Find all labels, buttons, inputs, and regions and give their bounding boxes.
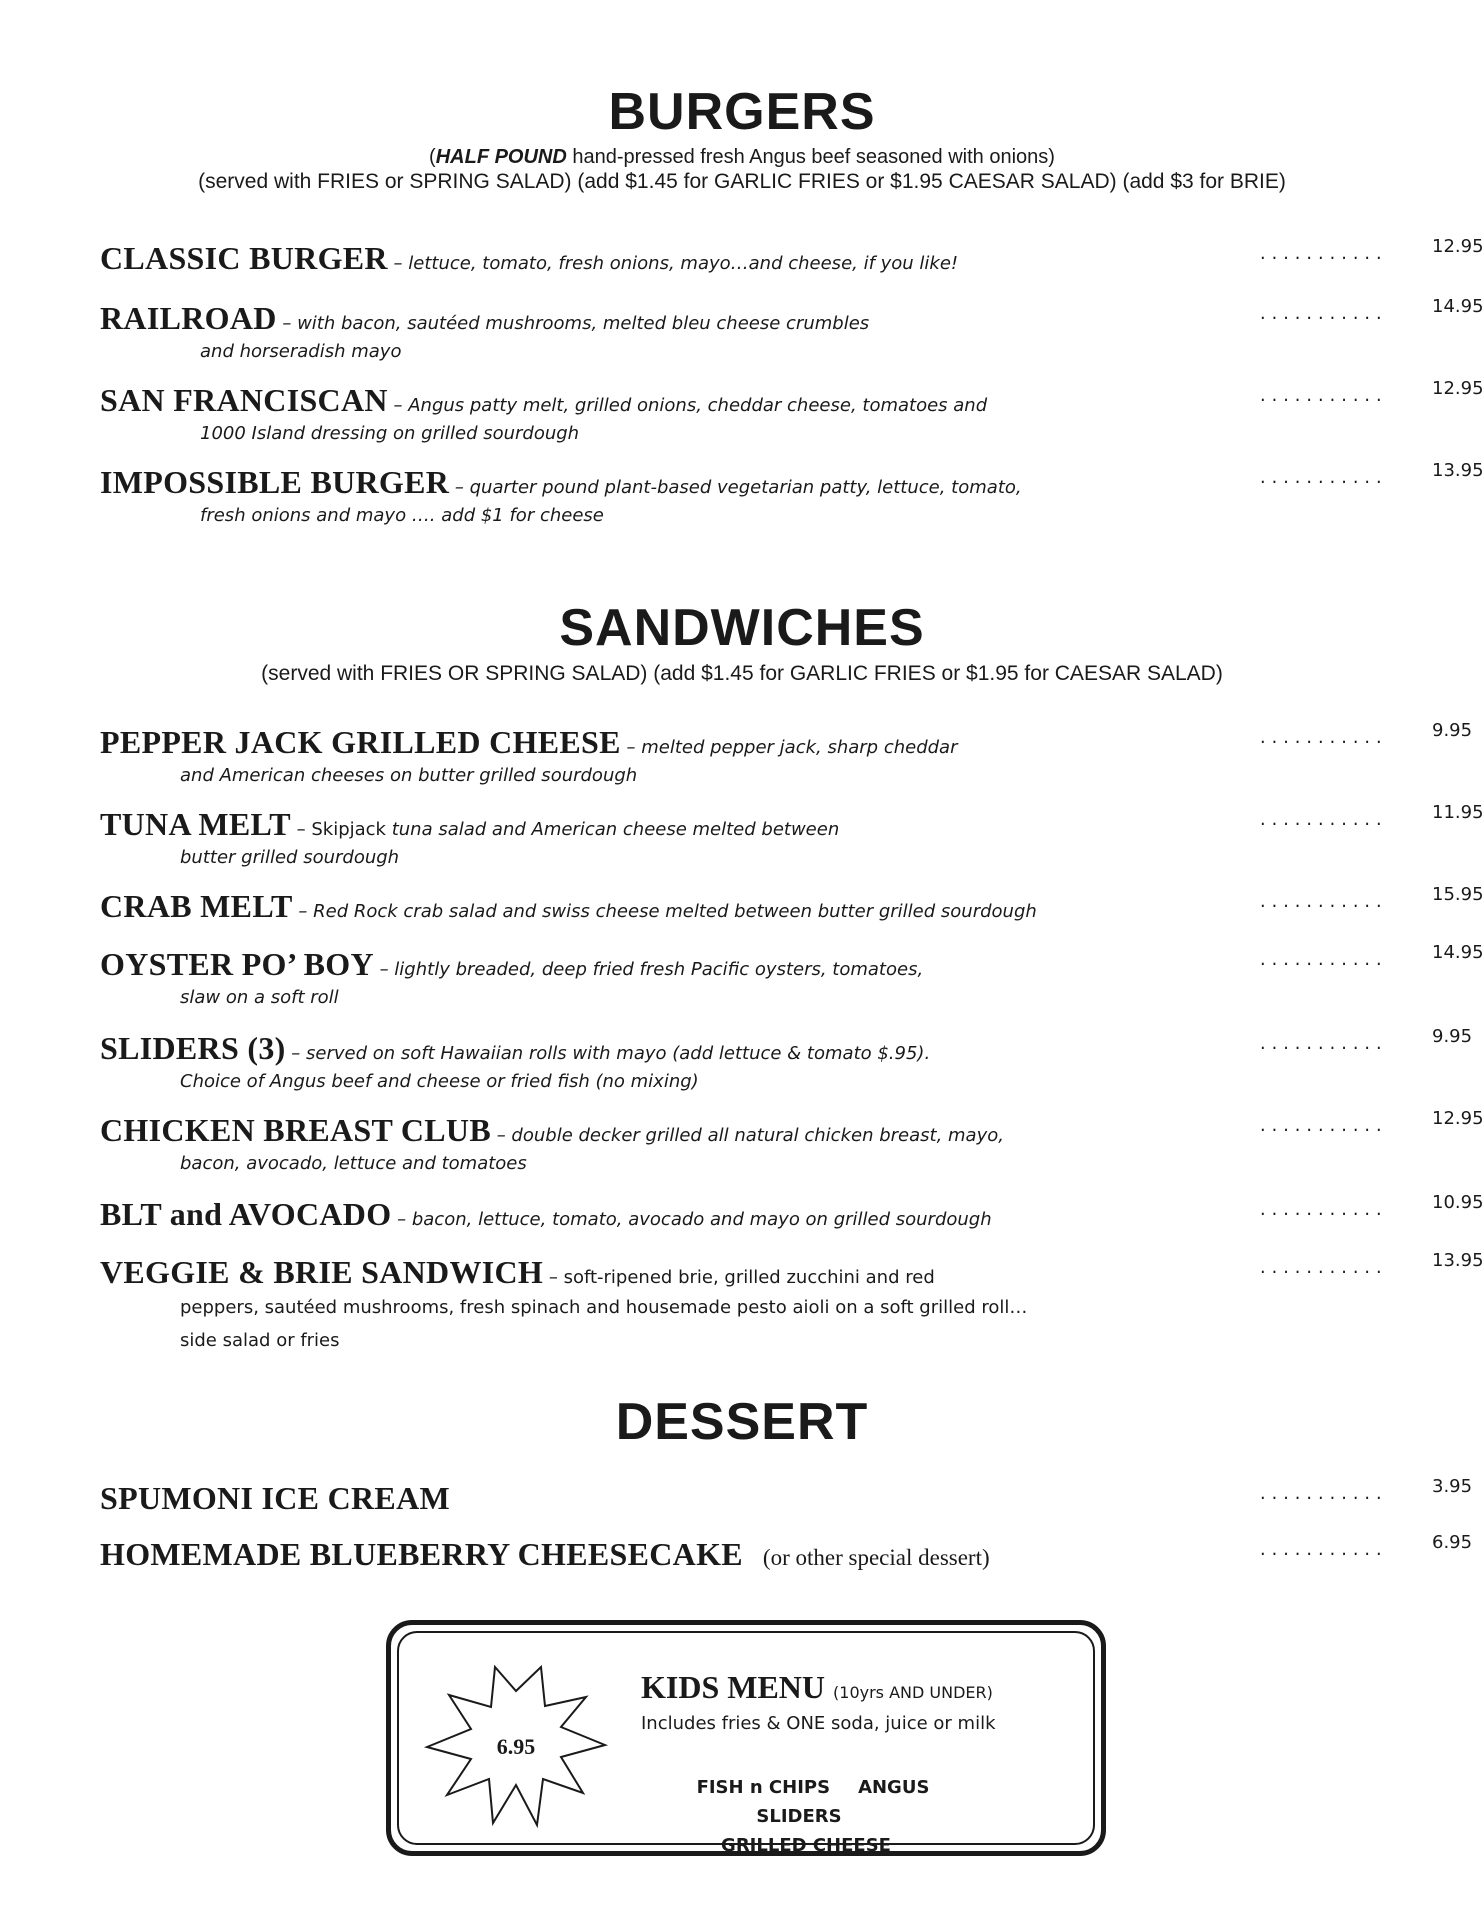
item-description-continued: slaw on a soft roll [180, 987, 339, 1008]
item-price: 13.95 [1432, 460, 1484, 481]
leader-dots: ........... [1258, 388, 1386, 406]
item-description: – melted pepper jack, sharp cheddar [620, 737, 958, 758]
item-description: tuna salad and American cheese melted between [385, 819, 840, 840]
item-description: – Red Rock crab salad and swiss cheese melted between butter grilled sourdough [292, 901, 1037, 922]
item-name: CLASSIC BURGER [100, 240, 388, 276]
item-name: SAN FRANCISCAN [100, 382, 388, 418]
kids-age-limit: (10yrs AND UNDER) [833, 1683, 993, 1702]
item-price: 6.95 [1432, 1532, 1473, 1553]
item-name: SPUMONI ICE CREAM [100, 1480, 450, 1516]
leader-dots: ........... [1258, 1486, 1386, 1504]
sandwiches-title: SANDWICHES [559, 599, 925, 657]
kids-option: GRILLED CHEESE [721, 1835, 891, 1856]
menu-item [100, 720, 1473, 786]
leader-dots: ........... [1258, 1036, 1386, 1054]
item-price: 12.95 [1432, 378, 1484, 399]
burgers-sides-note: (served with FRIES or SPRING SALAD) (add $1.45 for GARLIC FRIES or $1.95 CAESAR SALAD) (add $3 for BRIE) [198, 170, 1286, 193]
leader-dots: ........... [1258, 894, 1386, 912]
menu-item [100, 884, 1484, 925]
item-name: CRAB MELT [100, 888, 293, 924]
kids-price: 6.95 [496, 1734, 536, 1759]
kids-menu-title [641, 1669, 993, 1706]
item-price: 10.95 [1432, 1192, 1484, 1213]
kids-option: ANGUS SLIDERS [756, 1777, 930, 1827]
leader-dots: ........... [1258, 1260, 1386, 1278]
menu-item [100, 1108, 1484, 1174]
burgers-title: BURGERS [608, 83, 876, 141]
item-name: TUNA MELT [100, 806, 291, 842]
leader-dots: ........... [1258, 1118, 1386, 1136]
menu-item [100, 1532, 1473, 1573]
item-description: – double decker grilled all natural chicken breast, mayo, [490, 1125, 1004, 1146]
menu-item [100, 1476, 1473, 1517]
menu-item [100, 296, 1484, 362]
item-price: 9.95 [1432, 1026, 1473, 1047]
menu-item [100, 942, 1484, 1008]
kids-option: FISH n CHIPS [696, 1777, 831, 1798]
item-name: CHICKEN BREAST CLUB [100, 1112, 491, 1148]
leader-dots: ........... [1258, 1202, 1386, 1220]
item-price: 12.95 [1432, 236, 1484, 257]
item-description-continued: 1000 Island dressing on grilled sourdough [200, 423, 580, 444]
leader-dots: ........... [1258, 812, 1386, 830]
menu-item [100, 1192, 1484, 1233]
kids-options [641, 1773, 971, 1860]
starburst-icon [421, 1661, 611, 1831]
menu-item [100, 460, 1484, 526]
item-description: – with bacon, sautéed mushrooms, melted bleu cheese crumbles [276, 313, 870, 334]
menu-item [100, 378, 1484, 444]
dessert-title: DESSERT [615, 1393, 869, 1451]
item-description: – served on soft Hawaiian rolls with mayo (add lettuce & tomato $.95). [285, 1043, 931, 1064]
leader-dots: ........... [1258, 952, 1386, 970]
item-description: – lightly breaded, deep fried fresh Pacific oysters, tomatoes, [373, 959, 924, 980]
item-description: – Angus patty melt, grilled onions, cheddar cheese, tomatoes and [387, 395, 988, 416]
item-description-continued: and horseradish mayo [200, 341, 402, 362]
leader-dots: ........... [1258, 470, 1386, 488]
menu-item [100, 1026, 1473, 1092]
item-price: 14.95 [1432, 942, 1484, 963]
kids-menu-title-text: KIDS MENU [641, 1669, 826, 1705]
item-price: 13.95 [1432, 1250, 1484, 1271]
burgers-subtitle-rest: hand-pressed fresh Angus beef seasoned with onions) [572, 146, 1055, 168]
item-description: – soft-ripened brie, grilled zucchini and red [543, 1267, 935, 1288]
item-description: – quarter pound plant-based vegetarian patty, lettuce, tomato, [449, 477, 1022, 498]
leader-dots: ........... [1258, 730, 1386, 748]
kids-menu-box [386, 1620, 1106, 1856]
item-price: 15.95 [1432, 884, 1484, 905]
sandwiches-sides-note: (served with FRIES OR SPRING SALAD) (add $1.45 for GARLIC FRIES or $1.95 for CAESAR SALAD) [261, 662, 1223, 685]
item-name: OYSTER PO’ BOY [100, 946, 374, 982]
item-name: HOMEMADE BLUEBERRY CHEESECAKE [100, 1536, 743, 1572]
menu-item [100, 236, 1484, 277]
item-note: (or other special dessert) [762, 1545, 990, 1570]
item-name: VEGGIE & BRIE SANDWICH [100, 1254, 544, 1290]
item-quantity: (3) [239, 1030, 286, 1066]
item-name: SLIDERS [100, 1030, 240, 1066]
leader-dots: ........... [1258, 306, 1386, 324]
item-description-continued: bacon, avocado, lettuce and tomatoes [180, 1153, 527, 1174]
kids-includes-note: Includes fries & ONE soda, juice or milk [641, 1713, 996, 1734]
item-name: PEPPER JACK GRILLED CHEESE [100, 724, 621, 760]
item-name: IMPOSSIBLE BURGER [100, 464, 450, 500]
item-description-continued: Choice of Angus beef and cheese or fried fish (no mixing) [180, 1071, 699, 1092]
item-description-continued: peppers, sautéed mushrooms, fresh spinach and housemade pesto aioli on a soft grilled roll…side salad or fries [180, 1297, 1028, 1351]
item-description-continued: and American cheeses on butter grilled sourdough [180, 765, 638, 786]
item-price: 9.95 [1432, 720, 1473, 741]
item-price: 12.95 [1432, 1108, 1484, 1129]
leader-dots: ........... [1258, 246, 1386, 264]
item-price: 11.95 [1432, 802, 1484, 823]
item-description: – Skipjack [290, 819, 386, 840]
item-price: 3.95 [1432, 1476, 1473, 1497]
burgers-subtitle: (HALF POUND hand-pressed fresh Angus beef seasoned with onions) [429, 146, 1055, 168]
item-description: – bacon, lettuce, tomato, avocado and mayo on grilled sourdough [391, 1209, 992, 1230]
leader-dots: ........... [1258, 1542, 1386, 1560]
item-name: BLT and AVOCADO [100, 1196, 392, 1232]
menu-item [100, 802, 1484, 868]
item-price: 14.95 [1432, 296, 1484, 317]
half-pound-label: HALF POUND [435, 146, 567, 168]
item-description-continued: fresh onions and mayo …. add $1 for cheese [200, 505, 604, 526]
item-description-continued: butter grilled sourdough [180, 847, 400, 868]
item-name: RAILROAD [100, 300, 277, 336]
menu-item [100, 1250, 1484, 1357]
item-description: – lettuce, tomato, fresh onions, mayo…and cheese, if you like! [387, 253, 959, 274]
